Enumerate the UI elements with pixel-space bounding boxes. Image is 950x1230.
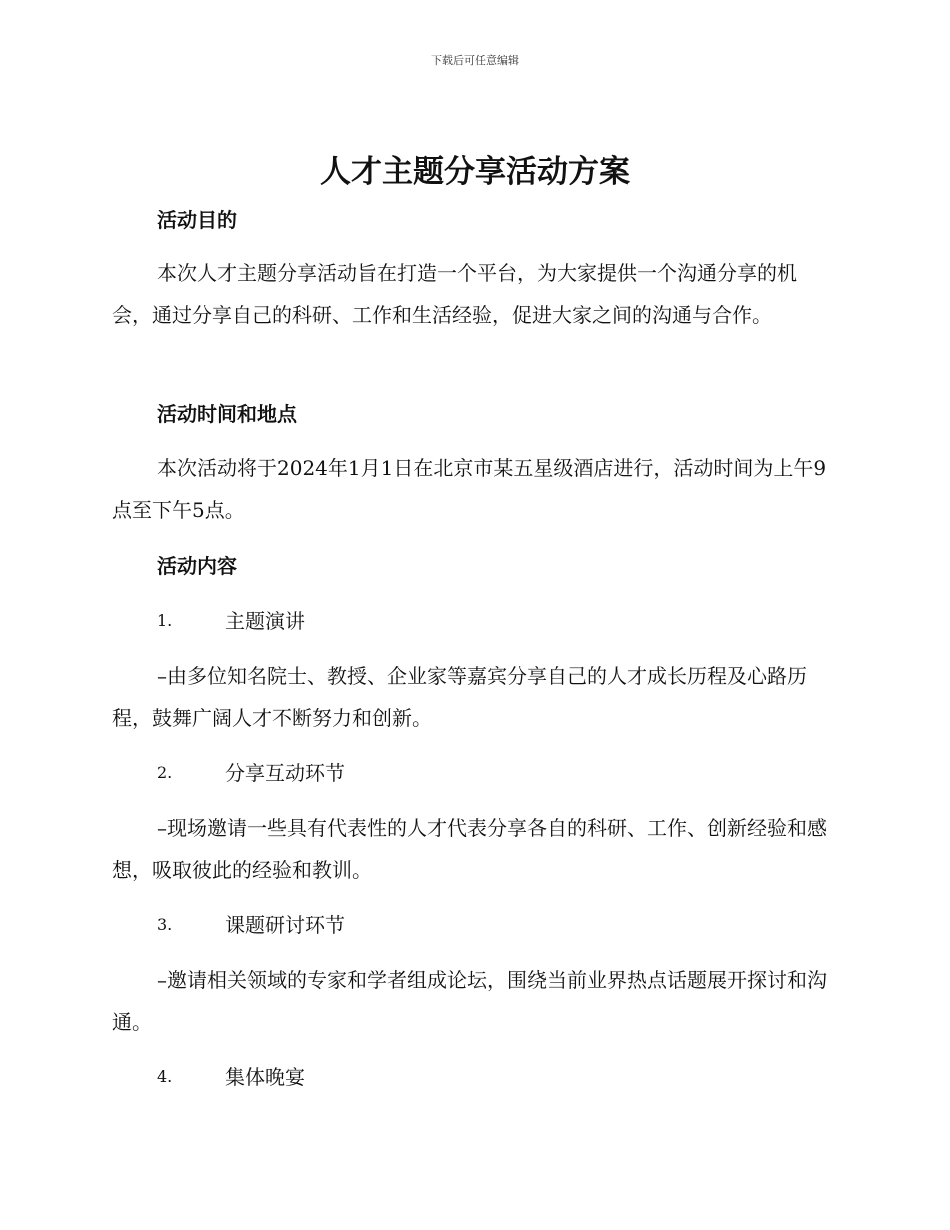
list-item-2 (157, 759, 345, 787)
list-number-1: 1. (157, 611, 173, 630)
section-paragraph-purpose: 本次人才主题分享活动旨在打造一个平台，为大家提供一个沟通分享的机会，通过分享自己的科研、工作和生活经验，促进大家之间的沟通与合作。 (112, 261, 797, 327)
list-item-1 (157, 607, 305, 635)
section-heading-content: 活动内容 (157, 554, 237, 578)
list-number-2: 2. (157, 763, 173, 782)
list-title-4: 集体晚宴 (225, 1065, 305, 1089)
list-description-2: –现场邀请一些具有代表性的人才代表分享各自的科研、工作、创新经验和感想，吸取彼此的经验和教训。 (112, 816, 827, 882)
document-title: 人才主题分享活动方案 (320, 154, 630, 190)
list-number-3: 3. (157, 915, 173, 934)
list-item-4 (157, 1063, 305, 1091)
page-header-note: 下载后可任意编辑 (431, 54, 519, 67)
list-number-4: 4. (157, 1067, 173, 1086)
list-item-3 (157, 911, 345, 939)
section-heading-purpose: 活动目的 (157, 208, 237, 232)
list-description-3: –邀请相关领域的专家和学者组成论坛，围绕当前业界热点话题展开探讨和沟通。 (112, 968, 827, 1034)
list-title-1: 主题演讲 (225, 609, 305, 633)
list-description-1: –由多位知名院士、教授、企业家等嘉宾分享自己的人才成长历程及心路历程，鼓舞广阔人才不断努力和创新。 (112, 664, 807, 730)
section-heading-time-location: 活动时间和地点 (157, 402, 297, 426)
section-paragraph-time-location: 本次活动将于2024年1月1日在北京市某五星级酒店进行，活动时间为上午9点至下午5点。 (112, 456, 827, 522)
list-title-3: 课题研讨环节 (225, 913, 345, 937)
list-title-2: 分享互动环节 (225, 761, 345, 785)
